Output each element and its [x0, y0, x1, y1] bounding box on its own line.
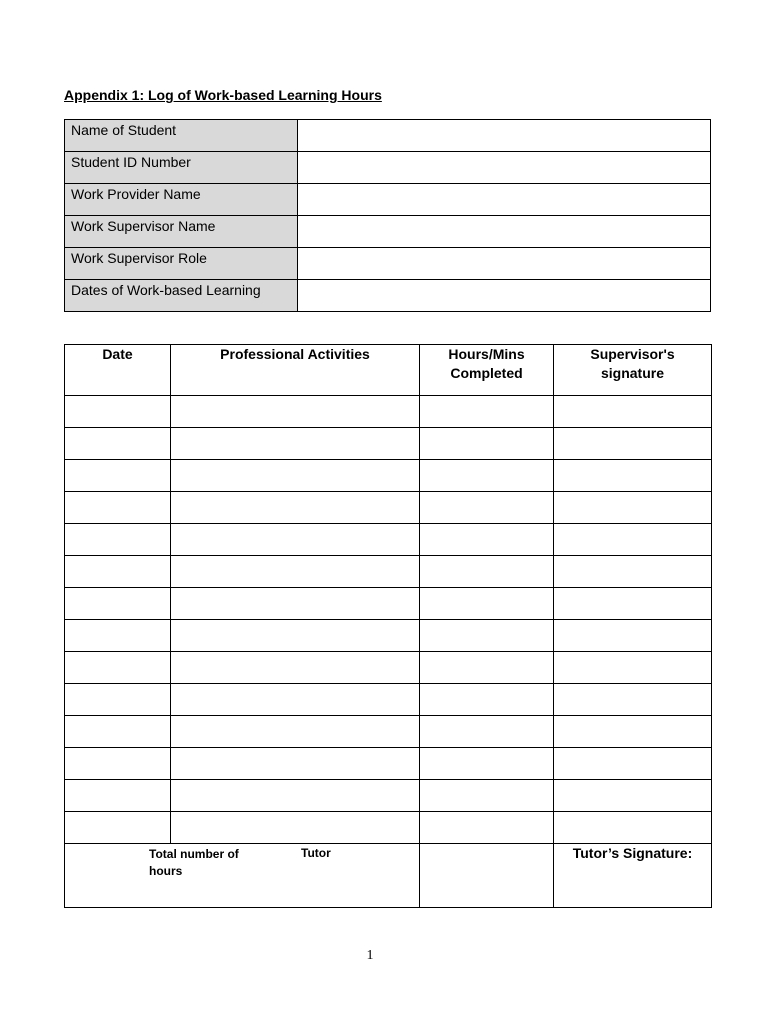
activities-cell[interactable]: [171, 460, 420, 492]
tutor-signature-field[interactable]: [554, 844, 712, 908]
info-value-field[interactable]: [298, 184, 711, 216]
date-cell[interactable]: [65, 812, 171, 844]
hours-cell[interactable]: [420, 716, 554, 748]
log-row: [65, 812, 712, 844]
info-label: Work Provider Name: [65, 184, 298, 216]
column-header-activities: Professional Activities: [171, 345, 420, 396]
log-row: [65, 460, 712, 492]
log-row: [65, 620, 712, 652]
supervisor-signature-cell[interactable]: [554, 716, 712, 748]
column-header-hours: [420, 345, 554, 396]
supervisor-signature-cell[interactable]: [554, 524, 712, 556]
info-row: [65, 248, 711, 280]
hours-cell[interactable]: [420, 524, 554, 556]
activities-cell[interactable]: [171, 428, 420, 460]
hours-cell[interactable]: [420, 556, 554, 588]
hours-cell[interactable]: [420, 684, 554, 716]
log-footer-row: [65, 844, 712, 908]
hours-cell[interactable]: [420, 780, 554, 812]
activities-cell[interactable]: [171, 396, 420, 428]
supervisor-signature-cell[interactable]: [554, 748, 712, 780]
log-row: [65, 524, 712, 556]
activities-cell[interactable]: [171, 492, 420, 524]
date-cell[interactable]: [65, 748, 171, 780]
column-header-date: Date: [65, 345, 171, 396]
date-cell[interactable]: [65, 492, 171, 524]
hours-cell[interactable]: [420, 652, 554, 684]
hours-cell[interactable]: [420, 396, 554, 428]
supervisor-signature-cell[interactable]: [554, 428, 712, 460]
column-header-hours-text: Hours/Mins Completed: [448, 346, 525, 381]
date-cell[interactable]: [65, 716, 171, 748]
tutor-signature-label: Tutor’s Signature:: [572, 845, 693, 861]
info-value-field[interactable]: [298, 216, 711, 248]
log-row: [65, 684, 712, 716]
hours-cell[interactable]: [420, 428, 554, 460]
info-label: Student ID Number: [65, 152, 298, 184]
hours-cell[interactable]: [420, 492, 554, 524]
column-header-supervisor-signature: [554, 345, 712, 396]
date-cell[interactable]: [65, 652, 171, 684]
activities-cell[interactable]: [171, 748, 420, 780]
hours-cell[interactable]: [420, 748, 554, 780]
activities-cell[interactable]: [171, 524, 420, 556]
info-label: Dates of Work-based Learning: [65, 280, 298, 312]
activities-cell[interactable]: [171, 620, 420, 652]
hours-cell[interactable]: [420, 620, 554, 652]
hours-cell[interactable]: [420, 460, 554, 492]
date-cell[interactable]: [65, 620, 171, 652]
info-row: [65, 216, 711, 248]
log-row: [65, 588, 712, 620]
hours-cell[interactable]: [420, 812, 554, 844]
info-value-field[interactable]: [298, 280, 711, 312]
column-header-supervisor-text: Supervisor's signature: [590, 346, 675, 381]
info-value-field[interactable]: [298, 120, 711, 152]
total-hours-cell: [65, 844, 420, 908]
log-row: [65, 780, 712, 812]
tutor-label: Tutor: [301, 846, 331, 860]
supervisor-signature-cell[interactable]: [554, 780, 712, 812]
info-row: [65, 184, 711, 216]
hours-cell[interactable]: [420, 588, 554, 620]
log-row: [65, 652, 712, 684]
log-row: [65, 748, 712, 780]
info-label: Work Supervisor Role: [65, 248, 298, 280]
supervisor-signature-cell[interactable]: [554, 620, 712, 652]
supervisor-signature-cell[interactable]: [554, 684, 712, 716]
supervisor-signature-cell[interactable]: [554, 588, 712, 620]
supervisor-signature-cell[interactable]: [554, 652, 712, 684]
info-row: [65, 280, 711, 312]
info-label: Work Supervisor Name: [65, 216, 298, 248]
page-heading: Appendix 1: Log of Work-based Learning Hours: [64, 87, 382, 103]
date-cell[interactable]: [65, 556, 171, 588]
date-cell[interactable]: [65, 524, 171, 556]
supervisor-signature-cell[interactable]: [554, 812, 712, 844]
page-number: 1: [366, 948, 374, 963]
log-row: [65, 396, 712, 428]
date-cell[interactable]: [65, 396, 171, 428]
activities-cell[interactable]: [171, 780, 420, 812]
info-row: [65, 152, 711, 184]
date-cell[interactable]: [65, 428, 171, 460]
activities-cell[interactable]: [171, 812, 420, 844]
log-row: [65, 492, 712, 524]
date-cell[interactable]: [65, 780, 171, 812]
activities-cell[interactable]: [171, 556, 420, 588]
log-row: [65, 556, 712, 588]
supervisor-signature-cell[interactable]: [554, 396, 712, 428]
activities-cell[interactable]: [171, 716, 420, 748]
info-value-field[interactable]: [298, 248, 711, 280]
supervisor-signature-cell[interactable]: [554, 492, 712, 524]
date-cell[interactable]: [65, 460, 171, 492]
date-cell[interactable]: [65, 684, 171, 716]
activities-cell[interactable]: [171, 652, 420, 684]
info-value-field[interactable]: [298, 152, 711, 184]
work-log-table: [64, 344, 712, 908]
supervisor-signature-cell[interactable]: [554, 460, 712, 492]
info-label: Name of Student: [65, 120, 298, 152]
activities-cell[interactable]: [171, 588, 420, 620]
activities-cell[interactable]: [171, 684, 420, 716]
info-row: [65, 120, 711, 152]
supervisor-signature-cell[interactable]: [554, 556, 712, 588]
date-cell[interactable]: [65, 588, 171, 620]
log-row: [65, 428, 712, 460]
student-info-table: [64, 119, 711, 312]
total-hours-label: Total number of hours: [149, 847, 239, 878]
total-hours-value-field[interactable]: [420, 844, 554, 908]
log-header-row: [65, 345, 712, 396]
log-row: [65, 716, 712, 748]
